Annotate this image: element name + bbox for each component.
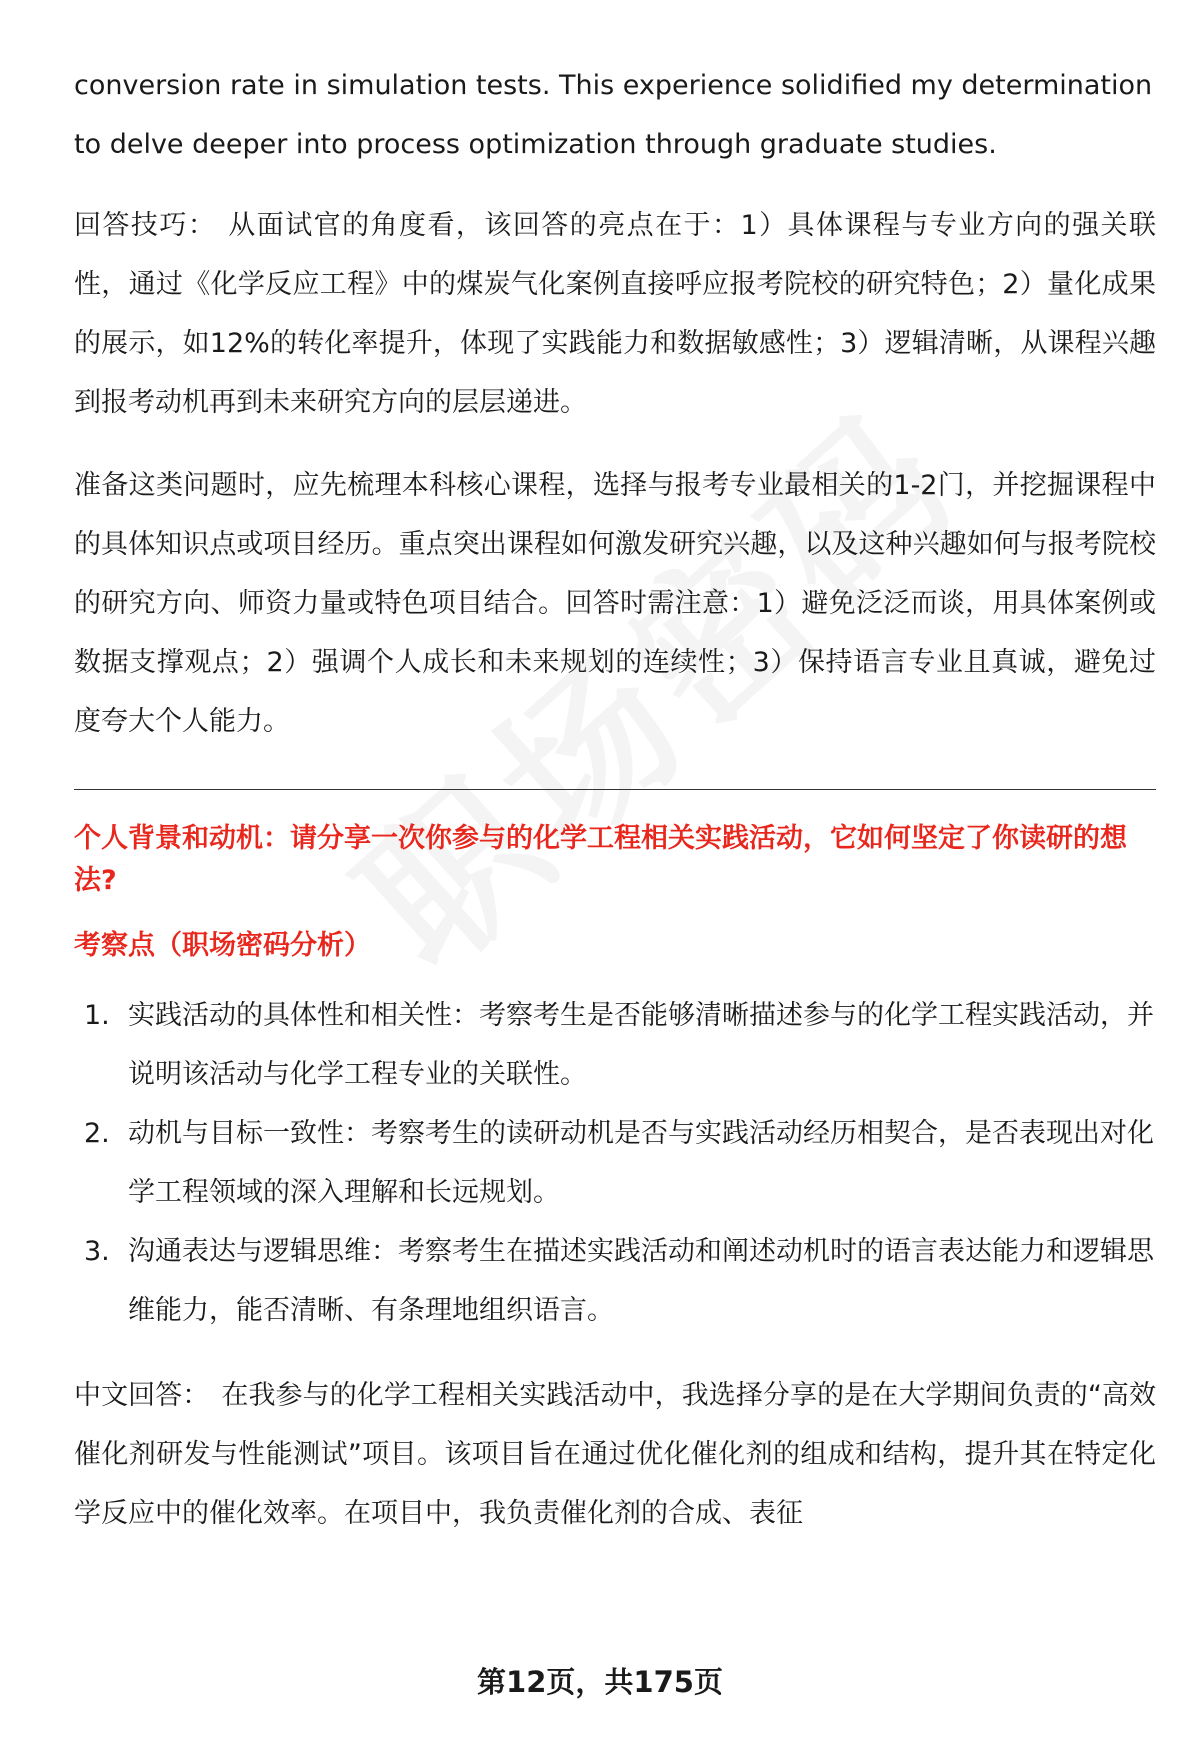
answer-text: 在我参与的化学工程相关实践活动中，我选择分享的是在大学期间负责的“高效催化剂研发与性能测试”项目。该项目旨在通过优化催化剂的组成和结构，提升其在特定化学反应中的催化效率。在项目中，我负责催化剂的合成、表征: [74, 1380, 1156, 1529]
page-number-footer: 第12页，共175页: [477, 1665, 723, 1699]
analysis-heading: 考察点（职场密码分析）: [74, 930, 371, 961]
list-item: [74, 1222, 1156, 1340]
prep-paragraph: 准备这类问题时，应先梳理本科核心课程，选择与报考专业最相关的1-2门，并挖掘课程中的具体知识点或项目经历。重点突出课程如何激发研究兴趣，以及这种兴趣如何与报考院校的研究方向、师资力量或特色项目结合。回答时需注意：1）避免泛泛而谈，用具体案例或数据支撑观点；2）强调个人成长和未来规划的连续性；3）保持语言专业且真诚，避免过度夸大个人能力。: [74, 470, 1156, 737]
answer-paragraph: [74, 1366, 1156, 1543]
tips-paragraph: [74, 196, 1156, 432]
list-item-text: 实践活动的具体性和相关性：考察考生是否能够清晰描述参与的化学工程实践活动，并说明该活动与化学工程专业的关联性。: [128, 1000, 1154, 1090]
question-heading: 个人背景和动机：请分享一次你参与的化学工程相关实践活动，它如何坚定了你读研的想法?: [74, 823, 1127, 896]
list-item-number: 3.: [84, 1236, 110, 1267]
analysis-list: [74, 986, 1156, 1340]
list-item: [74, 1104, 1156, 1222]
list-item-number: 2.: [84, 1118, 110, 1149]
section-divider: [74, 789, 1156, 790]
tips-label: 回答技巧：: [74, 210, 217, 241]
list-item-text: 沟通表达与逻辑思维：考察考生在描述实践活动和阐述动机时的语言表达能力和逻辑思维能力，能否清晰、有条理地组织语言。: [128, 1236, 1154, 1326]
list-item-text: 动机与目标一致性：考察考生的读研动机是否与实践活动经历相契合，是否表现出对化学工程领域的深入理解和长远规划。: [128, 1118, 1154, 1208]
english-paragraph: conversion rate in simulation tests. This experience solidified my determination to delve deeper into process optimization through graduate studies.: [74, 70, 1153, 160]
tips-text: 从面试官的角度看，该回答的亮点在于：1）具体课程与专业方向的强关联性，通过《化学反应工程》中的煤炭气化案例直接呼应报考院校的研究特色；2）量化成果的展示，如12%的转化率提升，体现了实践能力和数据敏感性；3）逻辑清晰，从课程兴趣到报考动机再到未来研究方向的层层递进。: [74, 210, 1156, 418]
list-item-number: 1.: [84, 1000, 110, 1031]
list-item: [74, 986, 1156, 1104]
document-page: [74, 56, 1156, 1567]
answer-label: 中文回答：: [74, 1380, 210, 1411]
